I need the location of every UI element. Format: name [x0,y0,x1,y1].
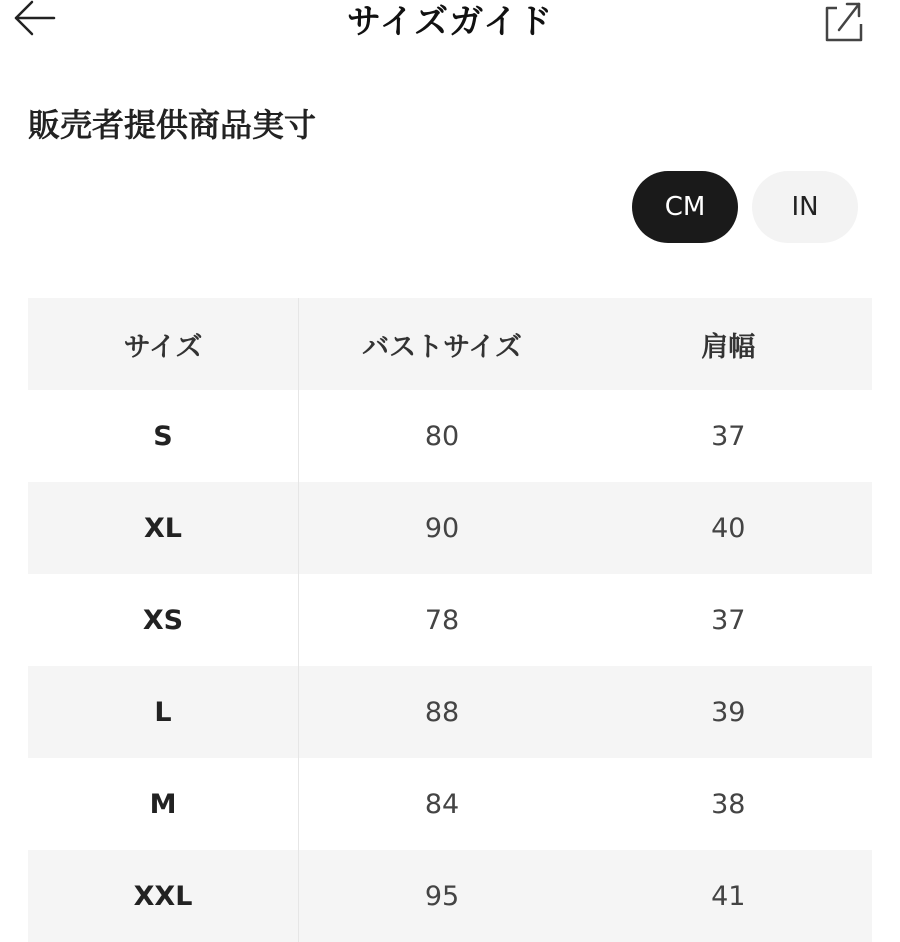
size-cell: S [28,390,299,482]
bust-cell: 88 [424,696,460,728]
page-title: サイズガイド [346,2,554,42]
top-bar [0,0,900,45]
bust-cell: 78 [424,604,460,636]
header-bust: バストサイズ [362,331,522,363]
table-row [28,850,872,942]
bust-cell: 90 [424,512,460,544]
table-row [28,390,872,482]
table-row [28,574,872,666]
shoulder-cell: 39 [711,696,746,728]
share-icon [821,0,865,46]
size-cell: XS [28,574,299,666]
size-cell: M [28,758,299,850]
bust-cell: 80 [424,420,460,452]
size-cell: XL [28,482,299,574]
size-cell: L [28,666,299,758]
shoulder-cell: 40 [711,512,746,544]
table-row [28,666,872,758]
bust-cell: 95 [424,880,460,912]
unit-in-button[interactable]: IN [752,171,858,243]
share-button[interactable] [816,0,870,42]
table-row [28,482,872,574]
size-table [28,298,872,942]
size-cell: XXL [28,850,299,942]
header-size: サイズ [28,298,299,390]
shoulder-cell: 38 [711,788,746,820]
shoulder-cell: 37 [711,604,746,636]
table-row [28,758,872,850]
shoulder-cell: 37 [711,420,746,452]
shoulder-cell: 41 [711,880,746,912]
unit-cm-button[interactable]: CM [632,171,738,243]
table-header-row [28,298,872,390]
section-title: 販売者提供商品実寸 [28,106,317,144]
header-shoulder: 肩幅 [701,331,756,363]
bust-cell: 84 [424,788,460,820]
